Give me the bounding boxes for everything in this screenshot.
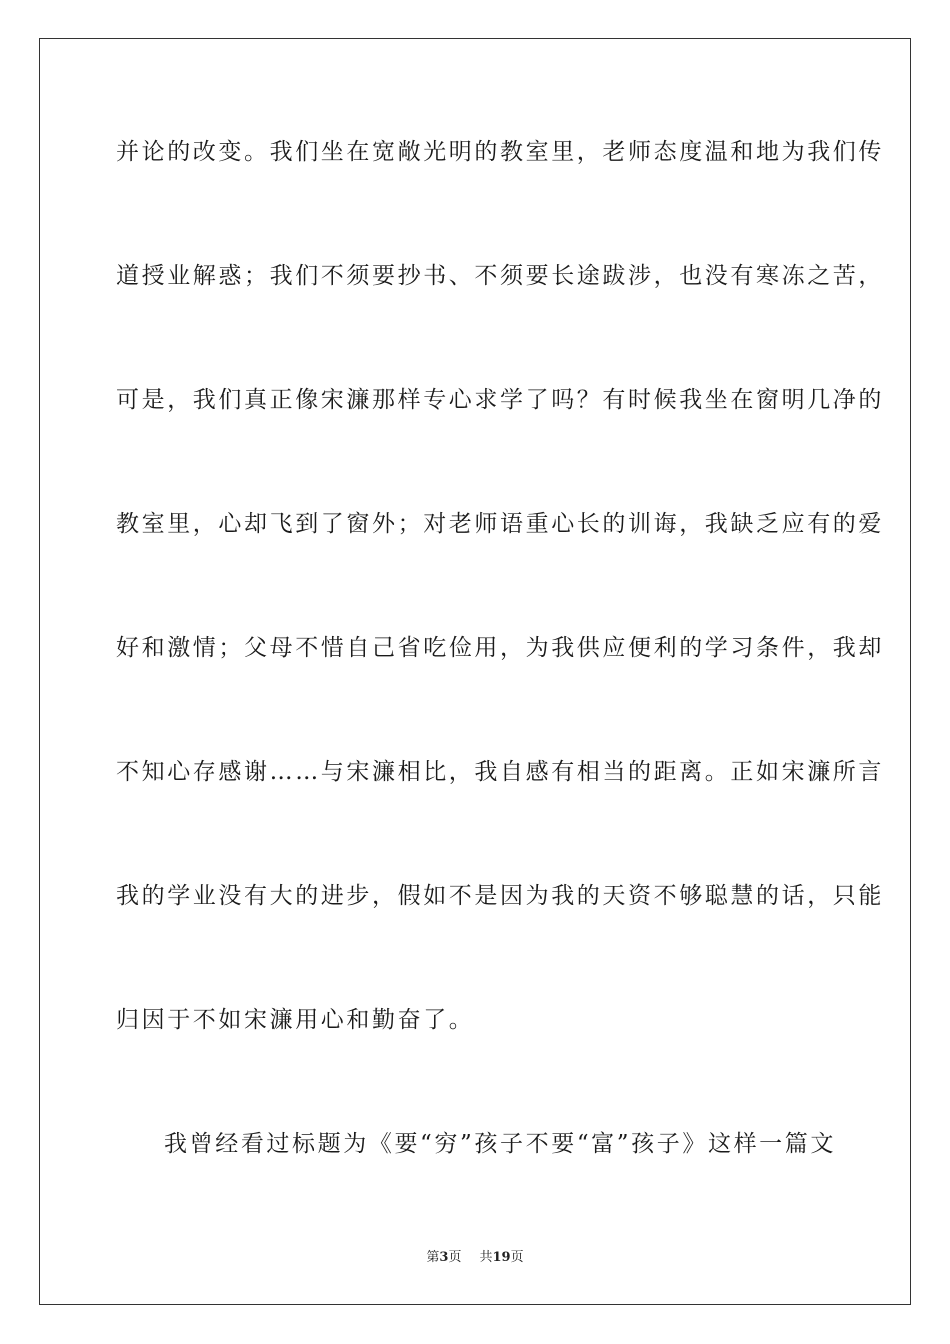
paragraph-first-line: 我曾经看过标题为《要“穷”孩子不要“富”孩子》这样一篇文 [164, 1131, 836, 1157]
total-prefix: 共 [479, 1250, 493, 1265]
body-text-line: 可是，我们真正像宋濂那样专心求学了吗？有时候我坐在窗明几净的 [116, 387, 884, 413]
body-text-line: 好和激情；父母不惜自己省吃俭用，为我供应便利的学习条件，我却 [116, 635, 884, 661]
body-text-line: 教室里，心却飞到了窗外；对老师语重心长的训诲，我缺乏应有的爱 [116, 511, 884, 537]
page-footer [0, 1248, 950, 1268]
body-text-line: 我的学业没有大的进步，假如不是因为我的天资不够聪慧的话，只能 [116, 883, 884, 909]
page-suffix: 页 [448, 1250, 462, 1265]
body-text-line: 归因于不如宋濂用心和勤奋了。 [116, 1007, 475, 1033]
page-number: 3 [439, 1250, 449, 1265]
total-pages: 19 [492, 1250, 511, 1265]
total-suffix: 页 [510, 1250, 524, 1265]
body-text-line: 道授业解惑；我们不须要抄书、不须要长途跋涉，也没有寒冻之苦， [116, 263, 884, 289]
body-text-line: 并论的改变。我们坐在宽敞光明的教室里，老师态度温和地为我们传 [116, 139, 884, 165]
page-prefix: 第 [426, 1250, 440, 1265]
body-text-line: 不知心存感谢……与宋濂相比，我自感有相当的距离。正如宋濂所言 [116, 759, 884, 785]
page-border [39, 38, 911, 1305]
